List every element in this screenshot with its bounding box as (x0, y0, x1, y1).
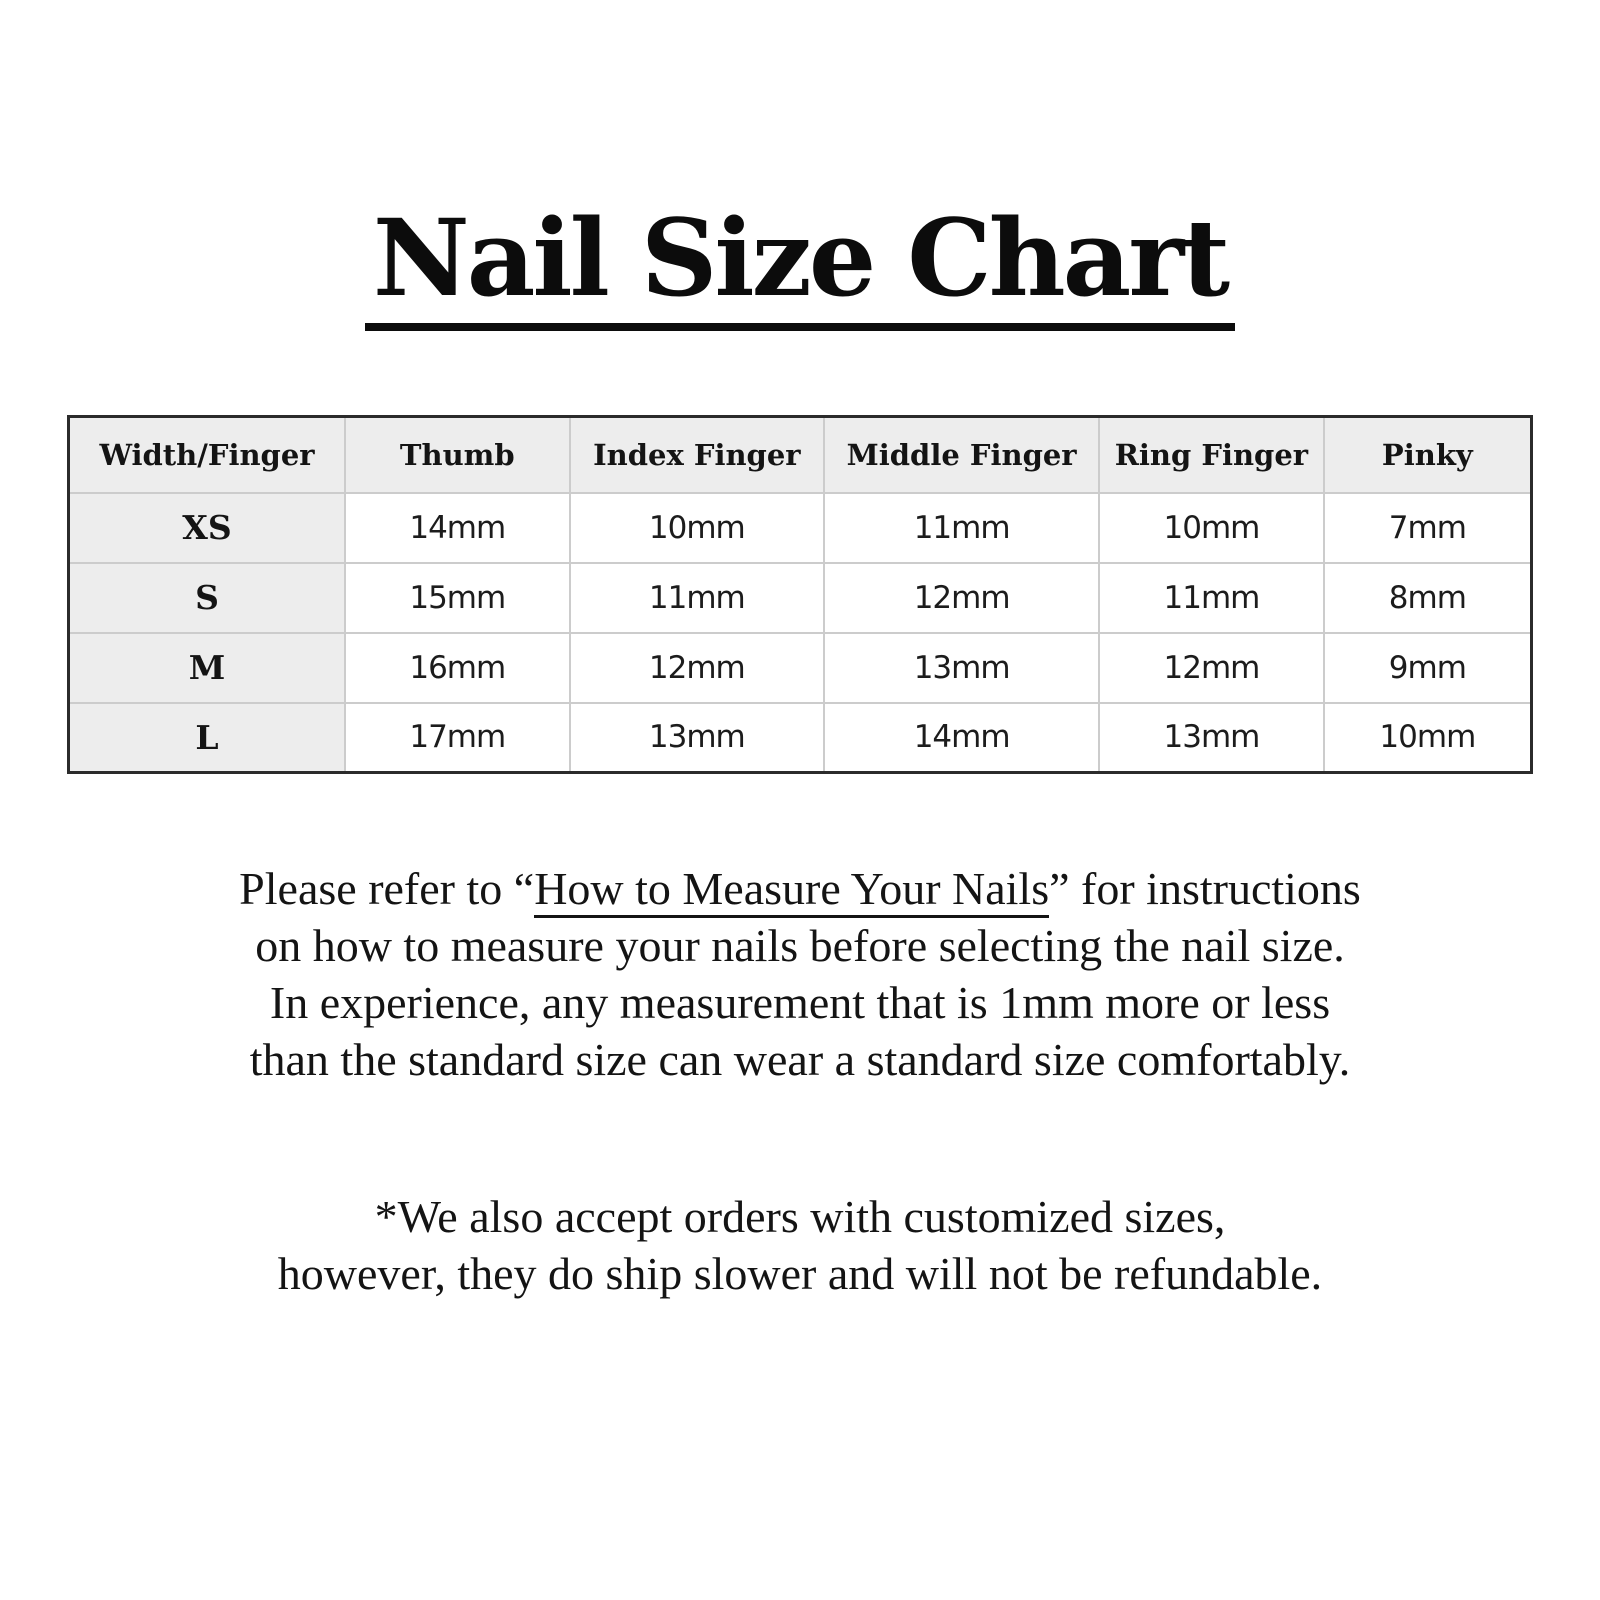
l-thumb-value: 17mm (345, 703, 570, 773)
m-ring-value: 12mm (1099, 633, 1324, 703)
l-pinky-value: 10mm (1324, 703, 1532, 773)
xs-thumb-value: 14mm (345, 493, 570, 563)
s-index-value: 11mm (570, 563, 825, 633)
custom-note-line-1: *We also accept orders with customized sizes, (374, 1191, 1226, 1243)
custom-note-line-2: however, they do ship slower and will not be refundable. (277, 1248, 1323, 1300)
header-thumb: Thumb (345, 417, 570, 493)
table-row-s (69, 563, 1532, 633)
s-middle-value: 12mm (824, 563, 1099, 633)
l-ring-value: 13mm (1099, 703, 1324, 773)
l-middle-value: 14mm (824, 703, 1099, 773)
xs-index-value: 10mm (570, 493, 825, 563)
table-row-m (69, 633, 1532, 703)
m-thumb-value: 16mm (345, 633, 570, 703)
nail-size-table (67, 415, 1533, 774)
how-to-measure-link-text: How to Measure Your Nails (534, 863, 1049, 918)
measure-note-prefix: Please refer to “ (239, 863, 535, 914)
xs-ring-value: 10mm (1099, 493, 1324, 563)
l-index-value: 13mm (570, 703, 825, 773)
s-thumb-value: 15mm (345, 563, 570, 633)
measure-note-line-2: on how to measure your nails before selecting the nail size. (255, 920, 1345, 972)
header-index-finger: Index Finger (570, 417, 825, 493)
header-pinky: Pinky (1324, 417, 1532, 493)
m-middle-value: 13mm (824, 633, 1099, 703)
page-title: Nail Size Chart (365, 205, 1235, 331)
row-label-s: S (69, 563, 346, 633)
table-row-l (69, 703, 1532, 773)
table-row-xs (69, 493, 1532, 563)
row-label-l: L (69, 703, 346, 773)
xs-middle-value: 11mm (824, 493, 1099, 563)
xs-pinky-value: 7mm (1324, 493, 1532, 563)
table-header-row (69, 417, 1532, 493)
measure-note-line-3: In experience, any measurement that is 1mm more or less (269, 977, 1331, 1029)
title-wrap (0, 0, 1600, 331)
row-label-xs: XS (69, 493, 346, 563)
measure-note-line-4: than the standard size can wear a standard size comfortably. (249, 1034, 1351, 1086)
header-width-finger: Width/Finger (69, 417, 346, 493)
row-label-m: M (69, 633, 346, 703)
header-ring-finger: Ring Finger (1099, 417, 1324, 493)
m-index-value: 12mm (570, 633, 825, 703)
s-pinky-value: 8mm (1324, 563, 1532, 633)
measure-instructions-note (0, 860, 1600, 1088)
customized-sizes-note (0, 1188, 1600, 1302)
header-middle-finger: Middle Finger (824, 417, 1099, 493)
m-pinky-value: 9mm (1324, 633, 1532, 703)
measure-note-suffix: ” for instructions (1049, 863, 1361, 914)
measure-note-line-1 (0, 860, 1600, 917)
s-ring-value: 11mm (1099, 563, 1324, 633)
